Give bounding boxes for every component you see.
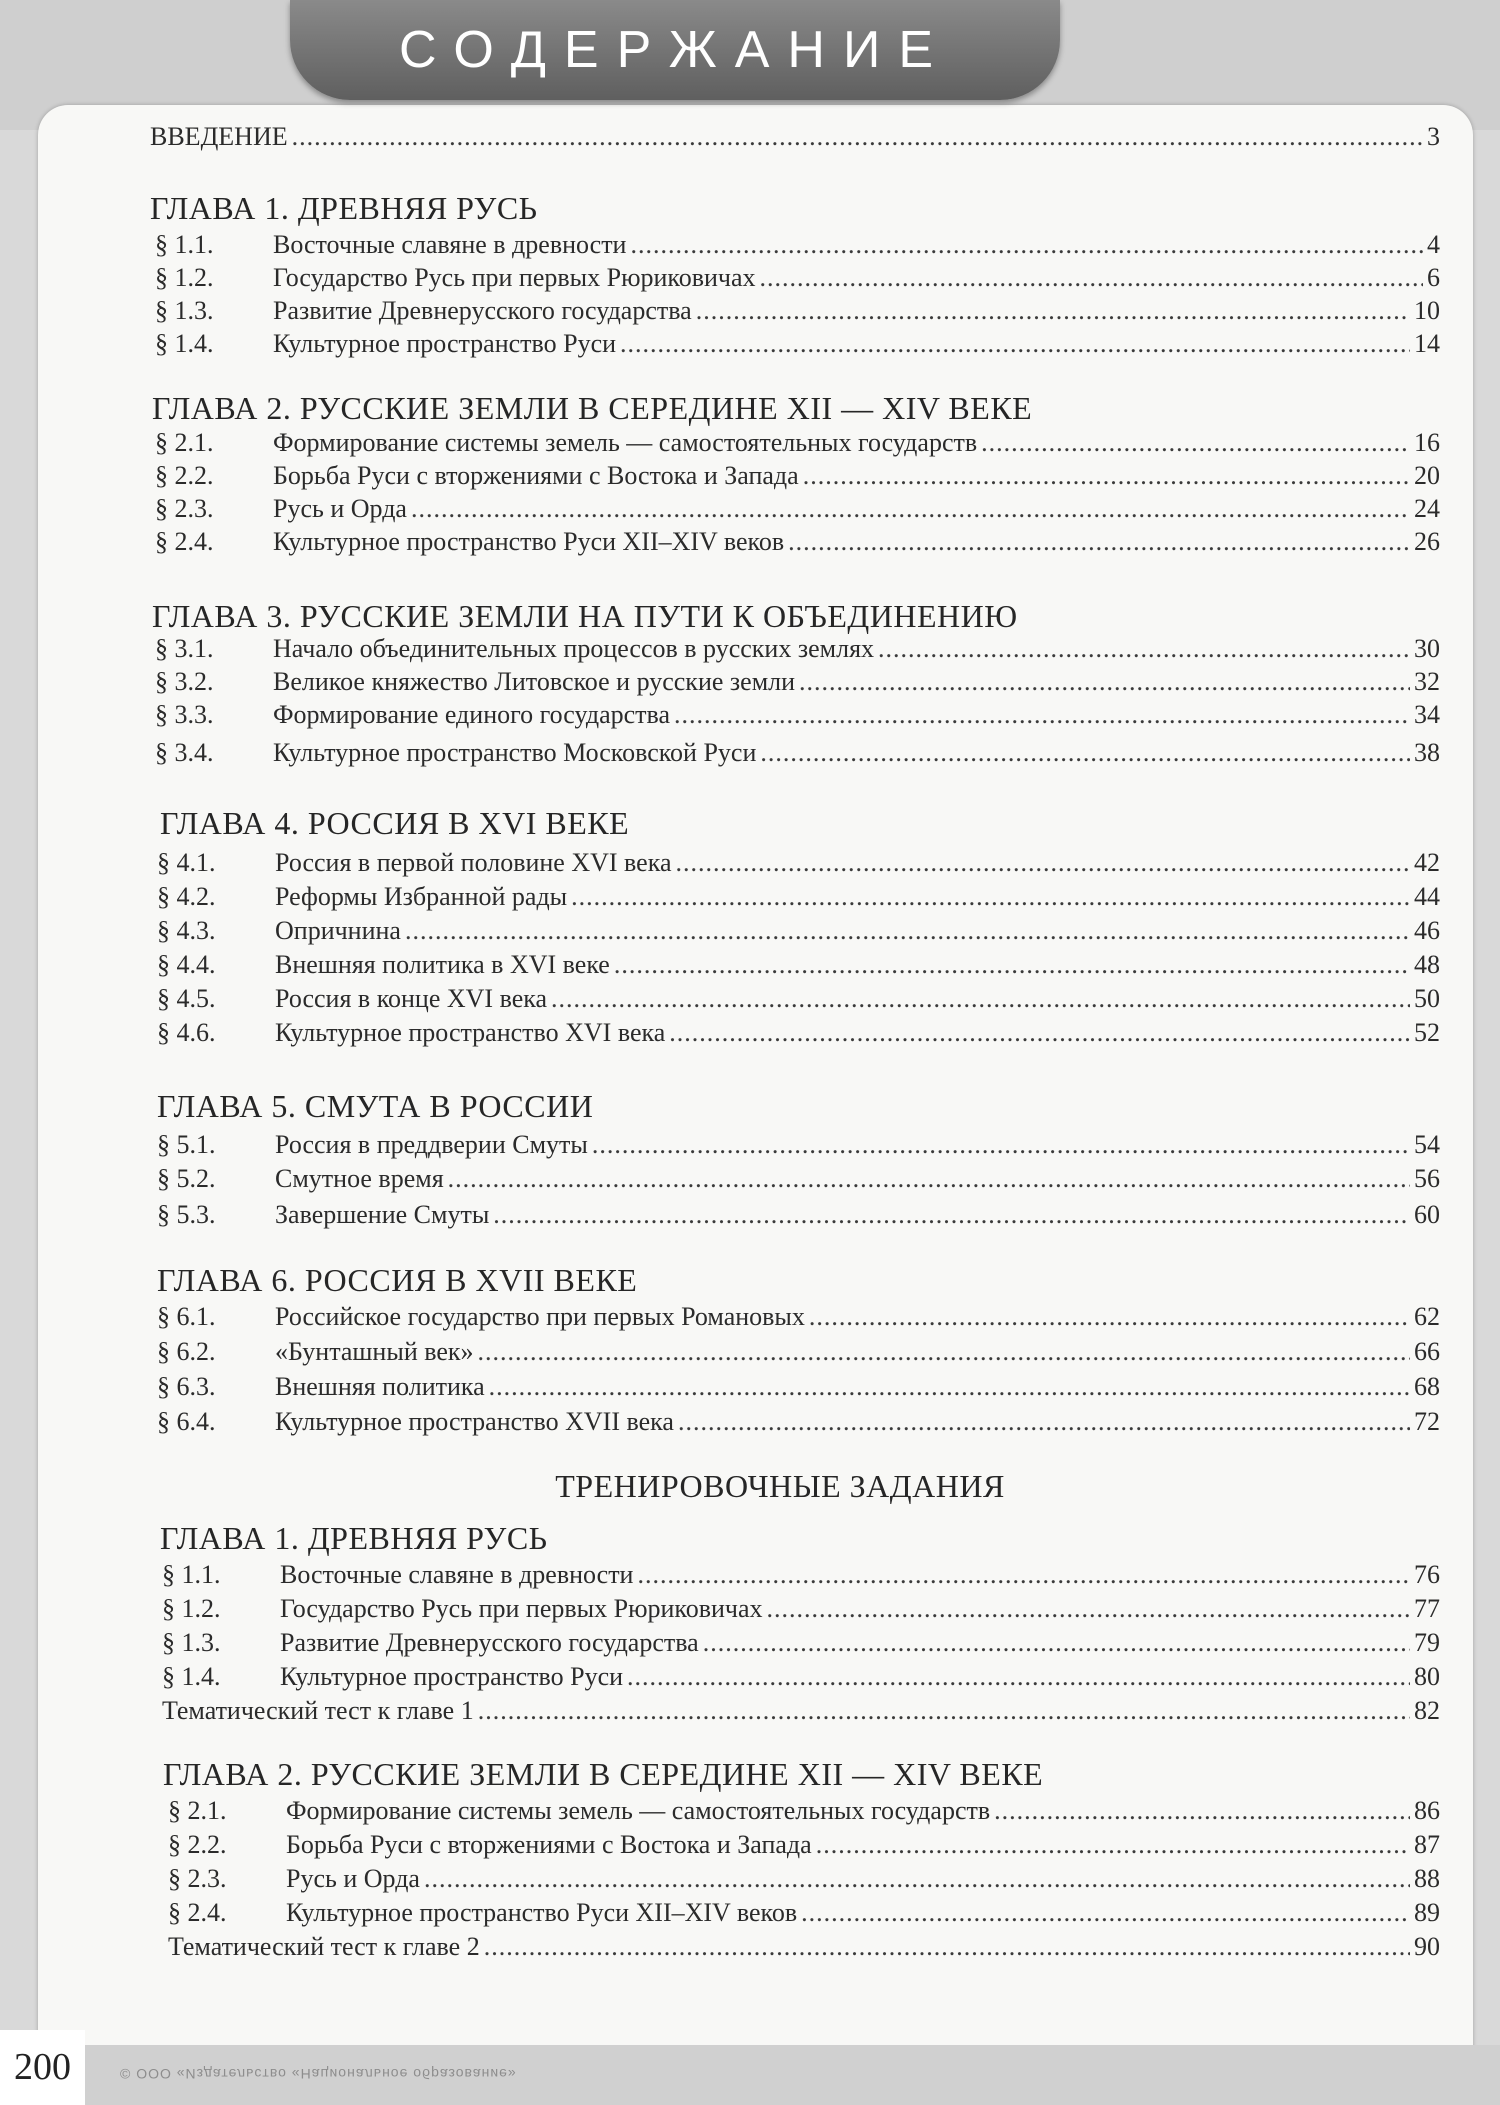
dot-leader bbox=[803, 461, 1410, 491]
page-number: 200 bbox=[0, 2030, 85, 2105]
toc-page: 80 bbox=[1414, 1662, 1440, 1691]
toc-page: 4 bbox=[1427, 230, 1440, 259]
chapter-heading: ГЛАВА 1. ДРЕВНЯЯ РУСЬ bbox=[160, 1520, 548, 1556]
toc-item[interactable] bbox=[155, 428, 1440, 458]
toc-item[interactable] bbox=[155, 329, 1440, 359]
dot-leader bbox=[493, 1200, 1410, 1230]
toc-page: 10 bbox=[1414, 296, 1440, 325]
toc-num: § 3.3. bbox=[155, 700, 214, 729]
toc-label: Культурное пространство XVI века bbox=[275, 1018, 666, 1047]
toc-item[interactable] bbox=[155, 230, 1440, 260]
toc-label: Культурное пространство Руси XII–XIV веков bbox=[286, 1898, 798, 1927]
toc-label: Культурное пространство Московской Руси bbox=[273, 738, 757, 767]
toc-num: § 6.2. bbox=[157, 1337, 216, 1366]
dot-leader bbox=[448, 1164, 1410, 1194]
toc-num: § 1.4. bbox=[162, 1662, 221, 1691]
dot-leader bbox=[620, 329, 1410, 359]
dot-leader bbox=[424, 1864, 1410, 1894]
toc-label: Реформы Избранной рады bbox=[275, 882, 568, 911]
dot-leader bbox=[678, 1407, 1410, 1437]
toc-item[interactable] bbox=[155, 296, 1440, 326]
toc-page: 42 bbox=[1414, 848, 1440, 877]
dot-leader bbox=[799, 667, 1410, 697]
toc-label: Внешняя политика в XVI веке bbox=[275, 950, 610, 979]
dot-leader bbox=[478, 1337, 1410, 1367]
toc-num: § 4.1. bbox=[157, 848, 216, 877]
toc-label: Формирование системы земель — самостоятельных государств bbox=[273, 428, 978, 457]
dot-leader bbox=[614, 950, 1410, 980]
toc-label: Великое княжество Литовское и русские земли bbox=[273, 667, 796, 696]
toc-page: 79 bbox=[1414, 1628, 1440, 1657]
dot-leader bbox=[484, 1932, 1410, 1962]
toc-label: Формирование единого государства bbox=[273, 700, 670, 729]
toc-item[interactable] bbox=[168, 1830, 1440, 1860]
dot-leader bbox=[788, 527, 1410, 557]
toc-page: 89 bbox=[1414, 1898, 1440, 1927]
toc-num: § 4.2. bbox=[157, 882, 216, 911]
toc-item[interactable] bbox=[155, 461, 1440, 491]
toc-page: 90 bbox=[1414, 1932, 1440, 1961]
toc-page: 6 bbox=[1427, 263, 1440, 292]
toc-label: Внешняя политика bbox=[275, 1372, 485, 1401]
toc-num: § 5.3. bbox=[157, 1200, 216, 1229]
toc-num: § 2.3. bbox=[155, 494, 214, 523]
toc-page: 24 bbox=[1414, 494, 1440, 523]
toc-item[interactable] bbox=[157, 882, 1440, 912]
toc-item[interactable] bbox=[157, 1164, 1440, 1194]
dot-leader bbox=[571, 882, 1410, 912]
toc-page: 32 bbox=[1414, 667, 1440, 696]
toc-page: 77 bbox=[1414, 1594, 1440, 1623]
toc-page: 26 bbox=[1414, 527, 1440, 556]
toc-label: Борьба Руси с вторжениями с Востока и Запада bbox=[286, 1830, 812, 1859]
toc-num: § 6.4. bbox=[157, 1407, 216, 1436]
toc-item[interactable] bbox=[157, 1337, 1440, 1367]
toc-num: § 3.2. bbox=[155, 667, 214, 696]
toc-item[interactable] bbox=[157, 1372, 1440, 1402]
dot-leader bbox=[801, 1898, 1410, 1928]
toc-label: Русь и Орда bbox=[273, 494, 407, 523]
toc-num: § 2.2. bbox=[155, 461, 214, 490]
toc-page: 46 bbox=[1414, 916, 1440, 945]
chapter-heading: ГЛАВА 5. СМУТА В РОССИИ bbox=[157, 1088, 594, 1124]
toc-label: Государство Русь при первых Рюриковичах bbox=[273, 263, 756, 292]
toc-label: Восточные славяне в древности bbox=[280, 1560, 634, 1589]
toc-page: 68 bbox=[1414, 1372, 1440, 1401]
toc-page: 30 bbox=[1414, 634, 1440, 663]
toc-page: 38 bbox=[1414, 738, 1440, 767]
toc-num: § 2.4. bbox=[155, 527, 214, 556]
toc-item[interactable] bbox=[168, 1796, 1440, 1826]
toc-num: § 1.1. bbox=[162, 1560, 221, 1589]
toc-num: § 2.4. bbox=[168, 1898, 227, 1927]
toc-num: § 1.4. bbox=[155, 329, 214, 358]
dot-leader bbox=[816, 1830, 1410, 1860]
dot-leader bbox=[809, 1302, 1410, 1332]
toc-item[interactable] bbox=[162, 1594, 1440, 1624]
dot-leader bbox=[674, 700, 1410, 730]
toc-page: 88 bbox=[1414, 1864, 1440, 1893]
toc-page: 34 bbox=[1414, 700, 1440, 729]
toc-num: § 1.2. bbox=[162, 1594, 221, 1623]
toc-item[interactable] bbox=[162, 1628, 1440, 1658]
toc-page: 52 bbox=[1414, 1018, 1440, 1047]
header-tab bbox=[290, 0, 1060, 100]
toc-label: Российское государство при первых Романовых bbox=[275, 1302, 805, 1331]
toc-label: Борьба Руси с вторжениями с Востока и Запада bbox=[273, 461, 799, 490]
toc-num: § 3.4. bbox=[155, 738, 214, 767]
dot-leader bbox=[637, 1560, 1410, 1590]
toc-page: 60 bbox=[1414, 1200, 1440, 1229]
toc-item[interactable] bbox=[157, 984, 1440, 1014]
dot-leader bbox=[489, 1372, 1410, 1402]
toc-num: § 6.1. bbox=[157, 1302, 216, 1331]
toc-num: § 2.1. bbox=[155, 428, 214, 457]
toc-item[interactable] bbox=[162, 1662, 1440, 1692]
toc-label: Смутное время bbox=[275, 1164, 444, 1193]
toc-label: Завершение Смуты bbox=[275, 1200, 490, 1229]
toc-label: Россия в конце XVI века bbox=[275, 984, 548, 1013]
dot-leader bbox=[405, 916, 1410, 946]
toc-item[interactable] bbox=[157, 1302, 1440, 1332]
toc-label: Россия в преддверии Смуты bbox=[275, 1130, 588, 1159]
toc-intro[interactable] bbox=[150, 122, 1440, 152]
toc-item[interactable] bbox=[168, 1898, 1440, 1928]
toc-item[interactable] bbox=[155, 700, 1440, 730]
toc-num: § 4.4. bbox=[157, 950, 216, 979]
toc-label: ВВЕДЕНИЕ bbox=[150, 122, 288, 151]
toc-label: Культурное пространство Руси XII–XIV веков bbox=[273, 527, 785, 556]
dot-leader bbox=[760, 263, 1423, 293]
dot-leader bbox=[551, 984, 1410, 1014]
toc-item[interactable] bbox=[155, 263, 1440, 293]
toc-label: Развитие Древнерусского государства bbox=[273, 296, 692, 325]
toc-page: 72 bbox=[1414, 1407, 1440, 1436]
dot-leader bbox=[994, 1796, 1410, 1826]
toc-page: 76 bbox=[1414, 1560, 1440, 1589]
toc-label: Культурное пространство XVII века bbox=[275, 1407, 674, 1436]
toc-item[interactable] bbox=[157, 1407, 1440, 1437]
toc-page: 54 bbox=[1414, 1130, 1440, 1159]
toc-num: § 4.5. bbox=[157, 984, 216, 1013]
toc-label: Тематический тест к главе 2 bbox=[168, 1932, 480, 1961]
toc-page: 66 bbox=[1414, 1337, 1440, 1366]
dot-leader bbox=[676, 848, 1411, 878]
toc-label: «Бунташный век» bbox=[275, 1337, 474, 1366]
dot-leader bbox=[630, 230, 1423, 260]
toc-test[interactable] bbox=[168, 1932, 1440, 1962]
toc-num: § 2.3. bbox=[168, 1864, 227, 1893]
dot-leader bbox=[878, 634, 1410, 664]
toc-num: § 2.1. bbox=[168, 1796, 227, 1825]
toc-page: 82 bbox=[1414, 1696, 1440, 1725]
toc-page: 14 bbox=[1414, 329, 1440, 358]
toc-num: § 5.2. bbox=[157, 1164, 216, 1193]
chapter-heading: ГЛАВА 2. РУССКИЕ ЗЕМЛИ В СЕРЕДИНЕ XII — XIV ВЕКЕ bbox=[163, 1756, 1044, 1792]
toc-page: 56 bbox=[1414, 1164, 1440, 1193]
toc-label: Культурное пространство Руси bbox=[273, 329, 617, 358]
toc-num: § 1.1. bbox=[155, 230, 214, 259]
toc-page: 87 bbox=[1414, 1830, 1440, 1859]
toc-num: § 1.2. bbox=[155, 263, 214, 292]
toc-label: Развитие Древнерусского государства bbox=[280, 1628, 699, 1657]
toc-page: 50 bbox=[1414, 984, 1440, 1013]
toc-num: § 4.6. bbox=[157, 1018, 216, 1047]
toc-item[interactable] bbox=[155, 738, 1440, 768]
toc-item[interactable] bbox=[157, 1200, 1440, 1230]
footer-copyright: © ООО «Издательство «Национальное образование» bbox=[120, 2066, 517, 2082]
toc-label: Восточные славяне в древности bbox=[273, 230, 627, 259]
toc-item[interactable] bbox=[155, 527, 1440, 557]
toc-label: Россия в первой половине XVI века bbox=[275, 848, 672, 877]
dot-leader bbox=[478, 1696, 1410, 1726]
toc-item[interactable] bbox=[157, 950, 1440, 980]
toc-label: Культурное пространство Руси bbox=[280, 1662, 624, 1691]
toc-test[interactable] bbox=[162, 1696, 1440, 1726]
toc-num: § 5.1. bbox=[157, 1130, 216, 1159]
toc-item[interactable] bbox=[168, 1864, 1440, 1894]
toc-item[interactable] bbox=[155, 667, 1440, 697]
dot-leader bbox=[592, 1130, 1410, 1160]
toc-item[interactable] bbox=[157, 916, 1440, 946]
toc-label: Государство Русь при первых Рюриковичах bbox=[280, 1594, 763, 1623]
dot-leader bbox=[760, 738, 1410, 768]
dot-leader bbox=[627, 1662, 1410, 1692]
dot-leader bbox=[411, 494, 1410, 524]
toc-label: Формирование системы земель — самостоятельных государств bbox=[286, 1796, 991, 1825]
dot-leader bbox=[767, 1594, 1410, 1624]
toc-label: Опричнина bbox=[275, 916, 401, 945]
toc-page: 48 bbox=[1414, 950, 1440, 979]
toc-page: 16 bbox=[1414, 428, 1440, 457]
toc-item[interactable] bbox=[162, 1560, 1440, 1590]
toc-label: Тематический тест к главе 1 bbox=[162, 1696, 474, 1725]
toc-label: Начало объединительных процессов в русских землях bbox=[273, 634, 875, 663]
dot-leader bbox=[696, 296, 1410, 326]
toc-num: § 4.3. bbox=[157, 916, 216, 945]
toc-page: 20 bbox=[1414, 461, 1440, 490]
toc-item[interactable] bbox=[155, 494, 1440, 524]
training-heading: ТРЕНИРОВОЧНЫЕ ЗАДАНИЯ bbox=[555, 1468, 1005, 1504]
dot-leader bbox=[292, 122, 1423, 152]
toc-page: 86 bbox=[1414, 1796, 1440, 1825]
chapter-heading: ГЛАВА 6. РОССИЯ В XVII ВЕКЕ bbox=[157, 1262, 638, 1298]
toc-item[interactable] bbox=[157, 1130, 1440, 1160]
toc-item[interactable] bbox=[155, 634, 1440, 664]
dot-leader bbox=[669, 1018, 1410, 1048]
page-title: СОДЕРЖАНИЕ bbox=[398, 21, 952, 79]
toc-page: 62 bbox=[1414, 1302, 1440, 1331]
dot-leader bbox=[703, 1628, 1410, 1658]
toc-num: § 6.3. bbox=[157, 1372, 216, 1401]
chapter-heading: ГЛАВА 3. РУССКИЕ ЗЕМЛИ НА ПУТИ К ОБЪЕДИНЕНИЮ bbox=[152, 598, 1018, 634]
toc-page: 44 bbox=[1414, 882, 1440, 911]
dot-leader bbox=[981, 428, 1410, 458]
toc-page: 3 bbox=[1427, 122, 1440, 151]
toc-item[interactable] bbox=[157, 848, 1440, 878]
chapter-heading: ГЛАВА 4. РОССИЯ В XVI ВЕКЕ bbox=[160, 805, 630, 841]
toc-item[interactable] bbox=[157, 1018, 1440, 1048]
chapter-heading: ГЛАВА 1. ДРЕВНЯЯ РУСЬ bbox=[150, 190, 538, 226]
toc-num: § 1.3. bbox=[155, 296, 214, 325]
toc-num: § 1.3. bbox=[162, 1628, 221, 1657]
toc-label: Русь и Орда bbox=[286, 1864, 420, 1893]
chapter-heading: ГЛАВА 2. РУССКИЕ ЗЕМЛИ В СЕРЕДИНЕ XII — XIV ВЕКЕ bbox=[152, 390, 1033, 426]
toc-num: § 3.1. bbox=[155, 634, 214, 663]
toc-num: § 2.2. bbox=[168, 1830, 227, 1859]
